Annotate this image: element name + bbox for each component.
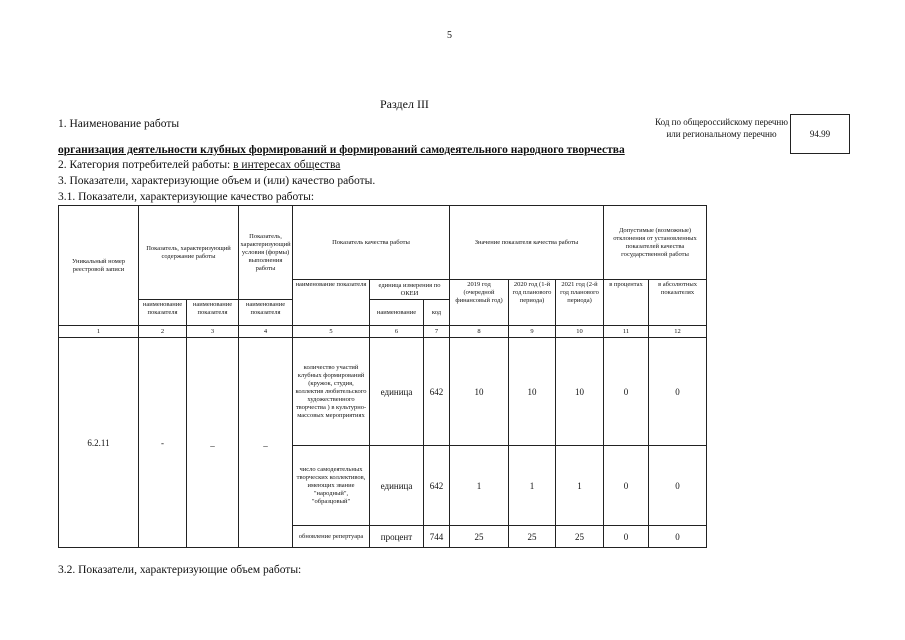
consumer-category-label: 2. Категория потребителей работы:: [58, 159, 231, 171]
registry-number: 6.2.11: [59, 338, 139, 548]
content-value-2: _: [187, 338, 239, 548]
value-2019: 10: [450, 338, 509, 446]
value-2021: 1: [556, 446, 604, 526]
header-year-2021: 2021 год (2-й год планового периода): [556, 280, 604, 326]
value-2021: 25: [556, 526, 604, 548]
quality-indicator-name: количество участий клубных формирований (кружок, студия, коллектив любительского художественного творчества ) в культурно-массовых мероприятиях: [293, 338, 370, 446]
value-2020: 1: [509, 446, 556, 526]
header-year-2020: 2020 год (1-й год планового периода): [509, 280, 556, 326]
deviation-percent: 0: [604, 338, 649, 446]
value-2021: 10: [556, 338, 604, 446]
col-number: 7: [424, 326, 450, 338]
header-absolute: в абсолютных показателях: [649, 280, 707, 326]
unit-code: 744: [424, 526, 450, 548]
col-number: 10: [556, 326, 604, 338]
work-name-label: 1. Наименование работы: [58, 118, 180, 130]
value-2020: 10: [509, 338, 556, 446]
indicators-heading: 3. Показатели, характеризующие объем и (или) качество работы.: [58, 175, 376, 187]
deviation-percent: 0: [604, 446, 649, 526]
deviation-absolute: 0: [649, 446, 707, 526]
unit-name: единица: [370, 338, 424, 446]
col-number: 6: [370, 326, 424, 338]
col-number: 9: [509, 326, 556, 338]
header-okei: единица измерения по ОКЕИ: [370, 280, 450, 300]
work-name: организация деятельности клубных формирований и формирований самодеятельного народного творчества: [58, 144, 625, 156]
col-number: 4: [239, 326, 293, 338]
unit-name: процент: [370, 526, 424, 548]
unit-name: единица: [370, 446, 424, 526]
deviation-absolute: 0: [649, 526, 707, 548]
table-row: [59, 338, 707, 446]
col-number: 2: [139, 326, 187, 338]
header-okei-name: наименование: [370, 300, 424, 326]
unit-code: 642: [424, 446, 450, 526]
code-label: Код по общероссийскому перечню или региональному перечню: [655, 117, 788, 139]
header-year-2019: 2019 год (очередной финансовый год): [450, 280, 509, 326]
header-registry: Уникальный номер реестровой записи: [59, 206, 139, 326]
consumer-category-value: в интересах общества: [233, 159, 341, 171]
col-number: 12: [649, 326, 707, 338]
col-number: 3: [187, 326, 239, 338]
quality-indicator-name: обновление репертуара: [293, 526, 370, 548]
quality-table: [58, 205, 707, 548]
value-2020: 25: [509, 526, 556, 548]
col-number: 8: [450, 326, 509, 338]
value-2019: 1: [450, 446, 509, 526]
header-okei-code: код: [424, 300, 450, 326]
code-box: 94.99: [790, 114, 850, 154]
header-values: Значение показателя качества работы: [450, 206, 604, 280]
condition-value: _: [239, 338, 293, 548]
header-quality: Показатель качества работы: [293, 206, 450, 280]
deviation-absolute: 0: [649, 338, 707, 446]
consumer-category: [58, 159, 340, 171]
deviation-percent: 0: [604, 526, 649, 548]
header-indicator-name-3: наименование показателя: [239, 300, 293, 326]
col-number: 1: [59, 326, 139, 338]
header-indicator-name-2: наименование показателя: [187, 300, 239, 326]
content-value-1: -: [139, 338, 187, 548]
value-2019: 25: [450, 526, 509, 548]
header-content: Показатель, характеризующий содержание работы: [139, 206, 239, 300]
unit-code: 642: [424, 338, 450, 446]
volume-heading: 3.2. Показатели, характеризующие объем работы:: [58, 564, 302, 576]
section-title: Раздел III: [380, 97, 429, 111]
header-deviation: Допустимые (возможные) отклонения от установленных показателей качества государственной работы: [604, 206, 707, 280]
header-quality-name: наименование показателя: [293, 280, 370, 326]
col-number: 11: [604, 326, 649, 338]
page-number: 5: [447, 30, 452, 41]
quality-heading: 3.1. Показатели, характеризующие качество работы:: [58, 191, 315, 203]
col-number: 5: [293, 326, 370, 338]
header-conditions: Показатель, характеризующий условия (формы) выполнения работы: [239, 206, 293, 300]
header-indicator-name-1: наименование показателя: [139, 300, 187, 326]
quality-indicator-name: число самодеятельных творческих коллективов, имеющих звание "народный", "образцовый": [293, 446, 370, 526]
header-percent: в процентах: [604, 280, 649, 326]
